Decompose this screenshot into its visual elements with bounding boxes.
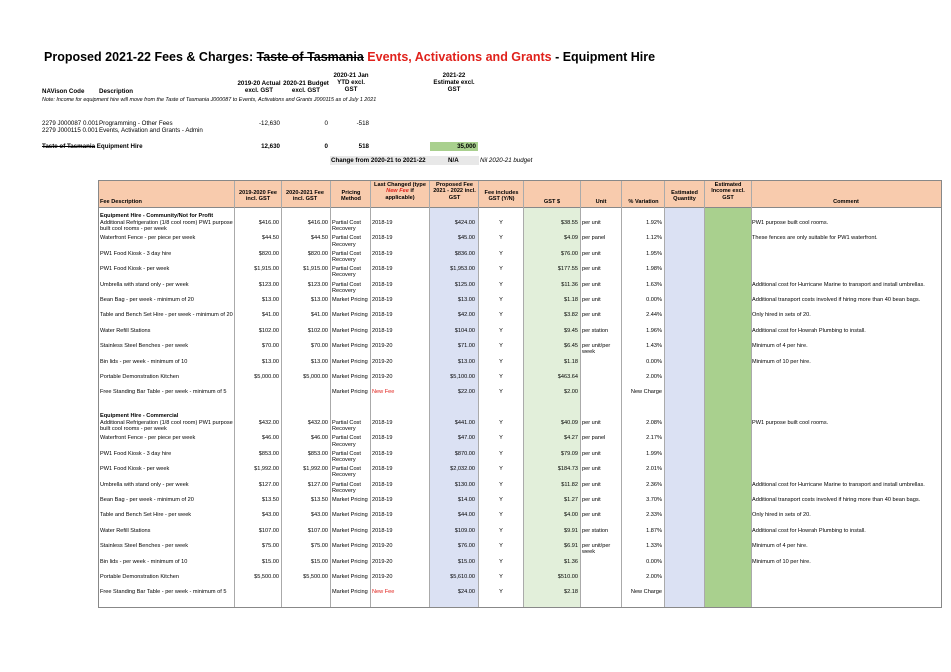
change-value: N/A	[448, 157, 459, 164]
fees-table	[98, 180, 942, 608]
cell-lc: New Fee	[372, 589, 395, 596]
cell-yn: Y	[499, 312, 503, 319]
cell-unit: per unit/per week	[582, 543, 611, 556]
cell-f1: $416.00	[258, 220, 279, 226]
cell-desc: PW1 Food Kiosk - 3 day hire	[100, 450, 172, 457]
cell-f2: $13.00	[310, 297, 328, 303]
cell-yn: Y	[499, 543, 503, 550]
summary-code-1: 2279 J000087 0.001	[42, 120, 99, 127]
cell-yn: Y	[499, 527, 503, 534]
cell-lc: 2018-19	[372, 250, 393, 257]
cell-pf: $14.00	[457, 497, 475, 503]
cell-pf: $836.00	[454, 250, 475, 257]
cell-desc: Waterfront Fence - per piece per week	[100, 235, 196, 242]
section-heading: Equipment Hire - Community/Not for Profit	[100, 213, 214, 219]
cell-yn: Y	[499, 220, 503, 226]
cell-pm: Partial Cost Recovery	[332, 450, 361, 463]
cell-f1: $43.00	[261, 512, 279, 519]
total-ytd: 518	[358, 143, 369, 150]
cell-gst: $510.00	[557, 574, 578, 580]
cell-unit: per panel	[582, 435, 606, 442]
cell-var: New Charge	[630, 389, 662, 396]
cell-yn: Y	[499, 558, 503, 565]
cell-var: 1.95%	[646, 250, 662, 257]
cell-pf: $125.00	[454, 281, 475, 288]
cell-yn: Y	[499, 481, 503, 488]
cell-desc: Waterfront Fence - per piece per week	[100, 435, 196, 442]
section-heading: Equipment Hire - Commercial	[100, 413, 179, 419]
cell-var: 2.08%	[646, 420, 662, 426]
cell-pm: Market Pricing	[332, 327, 368, 334]
cell-pm: Partial Cost Recovery	[332, 435, 361, 448]
cell-f2: $70.00	[310, 343, 328, 350]
cell-pm: Partial Cost Recovery	[332, 466, 361, 479]
cell-desc: Portable Demonstration Kitchen	[100, 374, 179, 380]
cell-pm: Market Pricing	[332, 389, 368, 396]
cell-f1: $5,500.00	[254, 574, 279, 580]
cell-var: 1.96%	[646, 327, 662, 334]
cell-var: 1.33%	[646, 543, 662, 550]
cell-f1: $41.00	[261, 312, 279, 319]
cell-lc: 2018-19	[372, 420, 393, 426]
th-pricing: Pricing Method	[341, 190, 361, 203]
cell-f1: $70.00	[261, 343, 279, 350]
cell-f2: $75.00	[310, 543, 328, 550]
cell-pm: Partial Cost Recovery	[332, 420, 361, 433]
cell-var: 3.70%	[646, 497, 662, 503]
cell-yn: Y	[499, 343, 503, 350]
cell-f2: $123.00	[307, 281, 328, 288]
cell-gst: $2.00	[564, 389, 578, 396]
cell-desc: Bean Bag - per week - minimum of 20	[100, 497, 194, 503]
cell-comment: PW1 purpose built cool rooms.	[752, 220, 829, 226]
cell-f2: $5,000.00	[303, 374, 328, 380]
cell-unit: per unit	[582, 466, 601, 473]
summary-code-2: 2279 J000115 0.001	[42, 127, 98, 134]
cell-gst: $1.27	[564, 497, 578, 503]
cell-comment: Only hired in sets of 20.	[752, 512, 811, 519]
cell-lc: 2018-19	[372, 497, 393, 503]
cell-desc: Umbrella with stand only - per week	[100, 281, 189, 288]
cell-f2: $1,992.00	[303, 466, 328, 473]
cell-yn: Y	[499, 297, 503, 303]
cell-gst: $76.00	[560, 250, 578, 257]
cell-yn: Y	[499, 589, 503, 596]
cell-f2: $13.00	[310, 358, 328, 365]
description-header: Description	[99, 88, 134, 95]
cell-var: 1.92%	[646, 220, 662, 226]
cell-yn: Y	[499, 512, 503, 519]
cell-desc: Bean Bag - per week - minimum of 20	[100, 297, 194, 303]
cell-lc: 2018-19	[372, 527, 393, 534]
cell-lc: 2018-19	[372, 312, 393, 319]
cell-gst: $4.27	[564, 435, 578, 442]
cell-gst: $1.18	[564, 297, 578, 303]
cell-yn: Y	[499, 574, 503, 580]
total-label: Taste of Tasmania Equipment Hire	[42, 143, 143, 150]
cell-pm: Partial Cost Recovery	[332, 220, 361, 233]
cell-comment: Minimum of 4 per hire.	[752, 543, 808, 550]
cell-f2: $46.00	[310, 435, 328, 442]
cell-desc: Water Refill Stations	[100, 327, 151, 334]
cell-pf: $44.00	[457, 512, 475, 519]
cell-lc: 2019-20	[372, 343, 393, 350]
cell-gst: $38.55	[560, 220, 578, 226]
cell-comment: Minimum of 10 per hire.	[752, 358, 811, 365]
cell-pm: Market Pricing	[332, 497, 368, 503]
cell-pf: $130.00	[454, 481, 475, 488]
cell-unit: per unit	[582, 266, 601, 273]
cell-desc: PW1 Food Kiosk - per week	[100, 466, 170, 473]
cell-yn: Y	[499, 358, 503, 365]
th-fee2021: 2020-2021 Fee incl. GST	[286, 190, 324, 203]
cell-f2: $5,500.00	[303, 574, 328, 580]
cell-lc: 2019-20	[372, 558, 393, 565]
cell-pf: $47.00	[457, 435, 475, 442]
cell-desc: Additional Refrigeration (1/8 cool room) PW1 purpose built cool rooms - per week	[100, 420, 233, 433]
cell-yn: Y	[499, 466, 503, 473]
cell-desc: Stainless Steel Benches - per week	[100, 343, 188, 350]
cell-f2: $43.00	[310, 512, 328, 519]
page-title: Proposed 2021-22 Fees & Charges: Taste of Tasmania Events, Activations and Grants - Equipment Hire	[44, 50, 656, 64]
cell-lc: 2018-19	[372, 481, 393, 488]
cell-unit: per station	[582, 327, 609, 334]
cell-var: 2.00%	[646, 374, 662, 380]
cell-gst: $11.82	[561, 481, 578, 488]
cell-f2: $853.00	[307, 450, 328, 457]
cell-desc: Portable Demonstration Kitchen	[100, 574, 179, 580]
cell-pf: $71.00	[457, 343, 475, 350]
cell-f1: $123.00	[258, 281, 279, 288]
th-proposed: Proposed Fee 2021 - 2022 incl. GST	[433, 182, 476, 201]
cell-var: 1.63%	[646, 281, 662, 288]
cell-f2: $44.50	[310, 235, 328, 242]
cell-pf: $42.00	[457, 312, 475, 319]
cell-lc: 2018-19	[372, 266, 393, 273]
cell-yn: Y	[499, 497, 503, 503]
cell-f1: $102.00	[258, 327, 279, 334]
note: Note: Income for equipment hire will move from the Taste of Tasmania J000087 to Events, Activations and Grants J000115 as of July 1 2021	[42, 97, 377, 103]
cell-unit: per unit	[582, 297, 601, 303]
cell-f1: $853.00	[258, 450, 279, 457]
cell-pf: $1,953.00	[450, 266, 475, 273]
cell-f1: $107.00	[258, 527, 279, 534]
cell-desc: Free Standing Bar Table - per week - minimum of 5	[100, 389, 227, 396]
cell-pf: $441.00	[454, 420, 475, 426]
cell-unit: per unit	[582, 450, 601, 457]
cell-gst: $1.36	[564, 558, 578, 565]
cell-yn: Y	[499, 266, 503, 273]
cell-desc: Free Standing Bar Table - per week - minimum of 5	[100, 589, 227, 596]
th-lastchanged: Last Changed (type New Fee if applicable)	[374, 182, 426, 201]
summary-desc-2: Events, Activation and Grants - Admin	[99, 127, 203, 134]
cell-f2: $416.00	[307, 220, 328, 226]
cell-var: 0.00%	[646, 558, 662, 565]
cell-var: 0.00%	[646, 297, 662, 303]
cell-gst: $6.45	[564, 343, 578, 350]
qty-column-shade	[665, 208, 704, 607]
cell-comment: Only hired in sets of 20.	[752, 312, 811, 319]
cell-pf: $2,032.00	[450, 466, 475, 473]
cell-unit: per station	[582, 527, 609, 534]
cell-comment: Additional cost for Howrah Plumbing to install.	[752, 327, 866, 334]
cell-f2: $41.00	[310, 312, 328, 319]
cell-gst: $4.09	[564, 235, 578, 242]
cell-pm: Partial Cost Recovery	[332, 266, 361, 279]
estimate-header: 2021-22 Estimate excl. GST	[433, 72, 475, 93]
cell-yn: Y	[499, 435, 503, 442]
cell-desc: Umbrella with stand only - per week	[100, 481, 189, 488]
cell-lc: 2019-20	[372, 543, 393, 550]
cell-comment: Additional cost for Hurricane Marine to transport and install umbrellas.	[752, 281, 925, 288]
cell-f1: $46.00	[261, 435, 279, 442]
summary-budget-1: 0	[324, 120, 328, 127]
cell-desc: Stainless Steel Benches - per week	[100, 543, 188, 550]
cell-pf: $13.00	[457, 358, 475, 365]
cell-pm: Partial Cost Recovery	[332, 235, 361, 248]
cell-unit: per unit	[582, 481, 601, 488]
cell-pf: $5,100.00	[450, 374, 475, 380]
cell-pm: Market Pricing	[332, 543, 368, 550]
th-comment: Comment	[833, 199, 859, 205]
cell-var: 2.44%	[646, 312, 662, 319]
change-note: Nil 2020-21 budget	[480, 157, 533, 164]
cell-comment: These fences are only suitable for PW1 waterfront.	[752, 235, 878, 242]
cell-comment: Additional transport costs involved if hiring more than 40 bean bags.	[752, 297, 921, 303]
cell-unit: per unit/per week	[582, 343, 611, 356]
cell-gst: $4.00	[564, 512, 578, 519]
cell-lc: 2018-19	[372, 512, 393, 519]
cell-yn: Y	[499, 420, 503, 426]
cell-f1: $13.50	[261, 497, 279, 503]
cell-gst: $9.91	[564, 527, 578, 534]
cell-lc: 2018-19	[372, 235, 393, 242]
cell-f1: $13.00	[261, 358, 279, 365]
cell-pm: Market Pricing	[332, 374, 368, 380]
cell-desc: PW1 Food Kiosk - per week	[100, 266, 170, 273]
summary-actual-1: -12,630	[259, 120, 280, 127]
cell-pm: Market Pricing	[332, 312, 368, 319]
cell-pf: $76.00	[457, 543, 475, 550]
cell-unit: per unit	[582, 420, 601, 426]
cell-lc: 2018-19	[372, 466, 393, 473]
cell-pf: $870.00	[454, 450, 475, 457]
th-gst: GST $	[543, 199, 561, 205]
cell-lc: New Fee	[372, 389, 395, 396]
cell-f2: $432.00	[307, 420, 328, 426]
cell-f1: $15.00	[261, 558, 279, 565]
cell-f2: $107.00	[307, 527, 328, 534]
cell-f1: $44.50	[261, 235, 279, 242]
cell-var: 1.43%	[646, 343, 662, 350]
navision-header: NAVison Code	[42, 88, 85, 95]
cell-desc: Bin lids - per week - minimum of 10	[100, 558, 188, 565]
cell-yn: Y	[499, 281, 503, 288]
cell-pm: Market Pricing	[332, 358, 368, 365]
cell-f1: $13.00	[261, 297, 279, 303]
budget-header: 2020-21 Budget excl. GST	[283, 80, 329, 94]
cell-desc: Additional Refrigeration (1/8 cool room) PW1 purpose built cool rooms - per week	[100, 220, 233, 233]
cell-f2: $15.00	[310, 558, 328, 565]
cell-unit: per unit	[582, 250, 601, 257]
cell-pm: Market Pricing	[332, 527, 368, 534]
cell-f1: $432.00	[258, 420, 279, 426]
cell-var: 2.00%	[646, 574, 662, 580]
cell-unit: per panel	[582, 235, 606, 242]
cell-pf: $13.00	[457, 297, 475, 303]
cell-var: 1.99%	[646, 450, 662, 457]
th-variation: % Variation	[628, 199, 659, 205]
income-column-shade	[705, 208, 751, 607]
cell-unit: per unit	[582, 497, 601, 503]
cell-gst: $3.82	[564, 312, 578, 319]
cell-var: 2.36%	[646, 481, 662, 488]
th-desc: Fee Description	[100, 199, 142, 205]
cell-yn: Y	[499, 374, 503, 380]
cell-gst: $79.09	[560, 450, 578, 457]
cell-lc: 2018-19	[372, 327, 393, 334]
cell-gst: $6.91	[564, 543, 578, 550]
cell-f2: $13.50	[310, 497, 328, 503]
cell-yn: Y	[499, 389, 503, 396]
cell-lc: 2019-20	[372, 374, 393, 380]
cell-gst: $2.18	[564, 589, 578, 596]
cell-comment: Additional cost for Hurricane Marine to transport and install umbrellas.	[752, 481, 925, 488]
cell-comment: PW1 purpose built cool rooms.	[752, 420, 829, 426]
cell-comment: Additional cost for Howrah Plumbing to install.	[752, 527, 866, 534]
cell-comment: Additional transport costs involved if hiring more than 40 bean bags.	[752, 497, 921, 503]
cell-gst: $184.73	[557, 466, 578, 473]
cell-pf: $45.00	[457, 235, 475, 242]
cell-f1: $820.00	[258, 250, 279, 257]
cell-var: 2.17%	[646, 435, 662, 442]
cell-var: 0.00%	[646, 358, 662, 365]
cell-lc: 2018-19	[372, 297, 393, 303]
cell-yn: Y	[499, 235, 503, 242]
cell-comment: Minimum of 4 per hire.	[752, 343, 808, 350]
cell-pm: Partial Cost Recovery	[332, 281, 361, 294]
cell-f1: $75.00	[261, 543, 279, 550]
cell-f1: $1,915.00	[254, 266, 279, 273]
ytd-header: 2020-21 Jan YTD excl. GST	[333, 72, 369, 93]
cell-pf: $104.00	[454, 327, 475, 334]
actual-header: 2019-20 Actual excl. GST	[237, 80, 281, 94]
cell-gst: $1.18	[564, 358, 578, 365]
cell-pf: $22.00	[457, 389, 475, 396]
cell-yn: Y	[499, 327, 503, 334]
cell-lc: 2018-19	[372, 435, 393, 442]
cell-pm: Partial Cost Recovery	[332, 481, 361, 494]
th-unit: Unit	[595, 199, 607, 205]
cell-pm: Market Pricing	[332, 297, 368, 303]
cell-lc: 2018-19	[372, 281, 393, 288]
total-actual: 12,630	[261, 143, 280, 150]
cell-gst: $11.36	[561, 281, 578, 288]
cell-pf: $15.00	[457, 558, 475, 565]
cell-gst: $177.55	[557, 266, 578, 273]
cell-f1: $127.00	[258, 481, 279, 488]
cell-lc: 2018-19	[372, 220, 393, 226]
cell-desc: PW1 Food Kiosk - 3 day hire	[100, 250, 172, 257]
cell-pf: $424.00	[454, 220, 475, 226]
cell-desc: Table and Bench Set Hire - per week - minimum of 20	[100, 312, 233, 319]
th-income: Estimated Income excl. GST	[711, 182, 745, 201]
cell-desc: Table and Bench Set Hire - per week	[100, 512, 192, 519]
cell-var: 1.98%	[646, 266, 662, 273]
cell-f2: $820.00	[307, 250, 328, 257]
th-fee1920: 2019-2020 Fee incl. GST	[239, 190, 277, 203]
cell-pf: $109.00	[454, 527, 475, 534]
th-qty: Estimated Quantity	[671, 190, 698, 203]
cell-unit: per unit	[582, 220, 601, 226]
cell-unit: per unit	[582, 312, 601, 319]
cell-pm: Market Pricing	[332, 589, 368, 596]
change-label: Change from 2020-21 to 2021-22	[331, 157, 426, 164]
cell-lc: 2019-20	[372, 574, 393, 580]
cell-f2: $127.00	[307, 481, 328, 488]
cell-gst: $40.09	[560, 420, 578, 426]
cell-pm: Market Pricing	[332, 558, 368, 565]
cell-gst: $9.45	[564, 327, 578, 334]
total-budget: 0	[324, 143, 328, 150]
cell-yn: Y	[499, 250, 503, 257]
th-gstyn: Fee includes GST (Y/N)	[484, 190, 519, 203]
cell-pm: Market Pricing	[332, 574, 368, 580]
cell-var: 2.33%	[646, 512, 662, 519]
cell-pf: $5,610.00	[450, 574, 475, 580]
cell-unit: per unit	[582, 512, 601, 519]
cell-yn: Y	[499, 450, 503, 457]
summary-ytd-1: -518	[356, 120, 369, 127]
cell-var: 1.87%	[646, 527, 662, 534]
cell-var: 2.01%	[646, 466, 662, 473]
cell-desc: Water Refill Stations	[100, 527, 151, 534]
cell-pm: Partial Cost Recovery	[332, 250, 361, 263]
cell-f1: $5,000.00	[254, 374, 279, 380]
cell-gst: $463.64	[557, 374, 578, 380]
cell-unit: per unit	[582, 281, 601, 288]
cell-pf: $24.00	[457, 589, 475, 596]
cell-f1: $1,992.00	[254, 466, 279, 473]
cell-var: New Charge	[630, 589, 662, 596]
cell-pm: Market Pricing	[332, 343, 368, 350]
cell-f2: $1,915.00	[303, 266, 328, 273]
cell-desc: Bin lids - per week - minimum of 10	[100, 358, 188, 365]
cell-lc: 2019-20	[372, 358, 393, 365]
cell-comment: Minimum of 10 per hire.	[752, 558, 811, 565]
cell-f2: $102.00	[307, 327, 328, 334]
cell-lc: 2018-19	[372, 450, 393, 457]
cell-pm: Market Pricing	[332, 512, 368, 519]
summary-desc-1: Programming - Other Fees	[99, 120, 173, 127]
cell-var: 1.12%	[646, 235, 662, 242]
total-estimate: 35,000	[457, 143, 476, 150]
